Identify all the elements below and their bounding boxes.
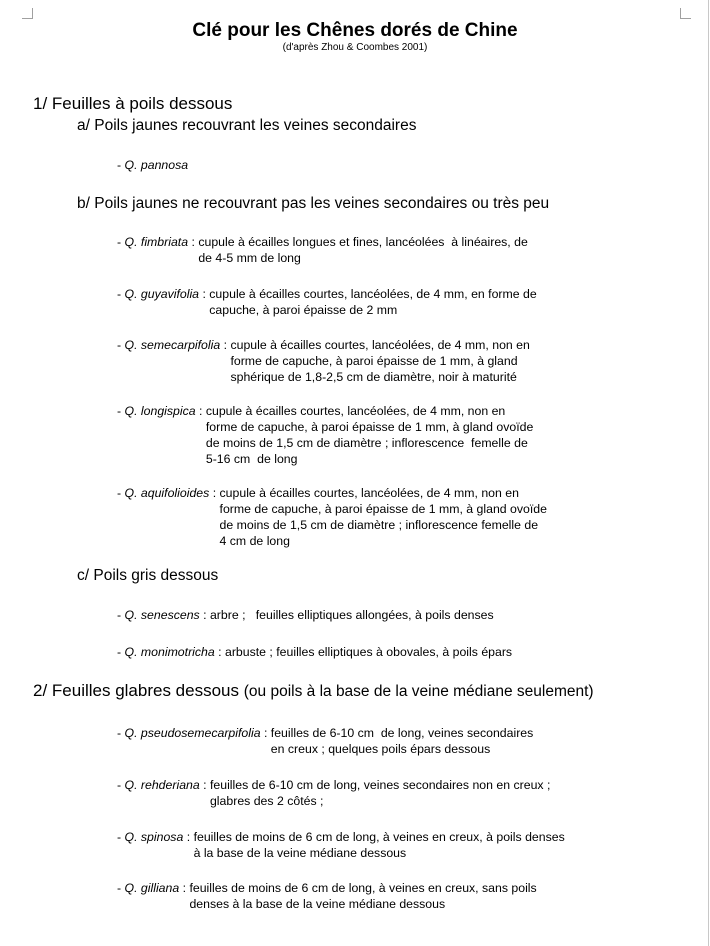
species-name: Q. aquifolioides <box>124 486 210 500</box>
entry-bullet: - Q. semecarpifolia : <box>117 338 231 352</box>
entry-description: feuilles de 6-10 cm de long, veines secondaires en creux ; quelques poils épars dessous <box>270 726 534 756</box>
section-1-heading: 1/ Feuilles à poils dessous <box>33 94 233 113</box>
section-2-heading-note: (ou poils à la base de la veine médiane seulement) <box>243 683 594 700</box>
entry-description: cupule à écailles courtes, lancéolées, de 4 mm, non en forme de capuche, à paroi épaisse de 1 mm, à gland ovoïde de moins de 1,5 cm de diamètre ; inflorescence femelle de 5-16 cm de long <box>205 404 534 466</box>
key-entry <box>117 880 537 912</box>
entry-bullet: - Q. monimotricha : <box>117 645 225 659</box>
species-name: Q. semecarpifolia <box>124 338 221 352</box>
key-entry <box>117 485 547 549</box>
species-name: Q. fimbriata <box>124 235 189 249</box>
key-entry <box>117 286 537 318</box>
species-name: Q. monimotricha <box>124 645 215 659</box>
entry-bullet: - Q. spinosa : <box>117 830 194 844</box>
species-name: Q. spinosa <box>124 830 184 844</box>
key-entry <box>117 403 533 467</box>
entry-description: feuilles de moins de 6 cm de long, à veines en creux, sans poils denses à la base de la veine médiane dessous <box>189 881 537 911</box>
entry-description: cupule à écailles courtes, lancéolées, de 4 mm, en forme de capuche, à paroi épaisse de 2 mm <box>209 287 537 317</box>
entry-bullet: - Q. senescens : <box>117 608 210 622</box>
entry-description: cupule à écailles courtes, lancéolées, de 4 mm, non en forme de capuche, à paroi épaisse de 1 mm, à gland ovoïde de moins de 1,5 cm de diamètre ; inflorescence femelle de 4 cm de long <box>219 486 547 548</box>
species-name: Q. pannosa <box>124 158 189 172</box>
species-name: Q. guyavifolia <box>124 287 200 301</box>
subsection-a-heading: a/ Poils jaunes recouvrant les veines secondaires <box>77 117 417 134</box>
page-corner-mark-top-left <box>22 8 33 19</box>
section-2-heading <box>33 681 594 701</box>
key-entry <box>117 337 530 385</box>
key-entry <box>117 725 533 757</box>
key-entry <box>117 777 550 809</box>
species-name: Q. longispica <box>124 404 196 418</box>
key-entry <box>117 234 528 266</box>
section-2-heading-text: 2/ Feuilles glabres dessous <box>33 681 240 700</box>
entry-bullet: - Q. aquifolioides : <box>117 486 220 500</box>
entry-bullet: - Q. pannosa <box>117 158 189 172</box>
subsection-b-heading: b/ Poils jaunes ne recouvrant pas les veines secondaires ou très peu <box>77 195 550 212</box>
entry-bullet: - Q. guyavifolia : <box>117 287 210 301</box>
page-corner-mark-top-right <box>680 8 691 19</box>
entry-bullet: - Q. gilliana : <box>117 881 190 895</box>
entry-description: arbre ; feuilles elliptiques allongées, à poils denses <box>209 608 494 622</box>
entry-bullet: - Q. fimbriata : <box>117 235 199 249</box>
subsection-c-heading: c/ Poils gris dessous <box>77 567 219 584</box>
entry-description: feuilles de 6-10 cm de long, veines secondaires non en creux ; glabres des 2 côtés ; <box>209 778 551 808</box>
entry-description: cupule à écailles courtes, lancéolées, de 4 mm, non en forme de capuche, à paroi épaisse de 1 mm, à gland sphérique de 1,8-2,5 cm de diamètre, noir à maturité <box>230 338 530 384</box>
species-name: Q. pseudosemecarpifolia <box>124 726 261 740</box>
key-entry <box>117 157 188 173</box>
species-name: Q. senescens <box>124 608 200 622</box>
entry-bullet: - Q. rehderiana : <box>117 778 210 792</box>
document-title: Clé pour les Chênes dorés de Chine <box>192 20 518 41</box>
species-name: Q. rehderiana <box>124 778 200 792</box>
entry-bullet: - Q. pseudosemecarpifolia : <box>117 726 271 740</box>
entry-description: arbuste ; feuilles elliptiques à obovales, à poils épars <box>224 645 513 659</box>
key-entry <box>117 644 512 660</box>
key-entry <box>117 607 494 623</box>
species-name: Q. gilliana <box>124 881 180 895</box>
page-right-edge <box>708 0 709 946</box>
entry-description: feuilles de moins de 6 cm de long, à veines en creux, à poils denses à la base de la veine médiane dessous <box>193 830 565 860</box>
key-entry <box>117 829 565 861</box>
document-subtitle: (d'après Zhou & Coombes 2001) <box>282 42 428 53</box>
entry-bullet: - Q. longispica : <box>117 404 206 418</box>
entry-description: cupule à écailles longues et fines, lancéolées à linéaires, de de 4-5 mm de long <box>198 235 528 265</box>
